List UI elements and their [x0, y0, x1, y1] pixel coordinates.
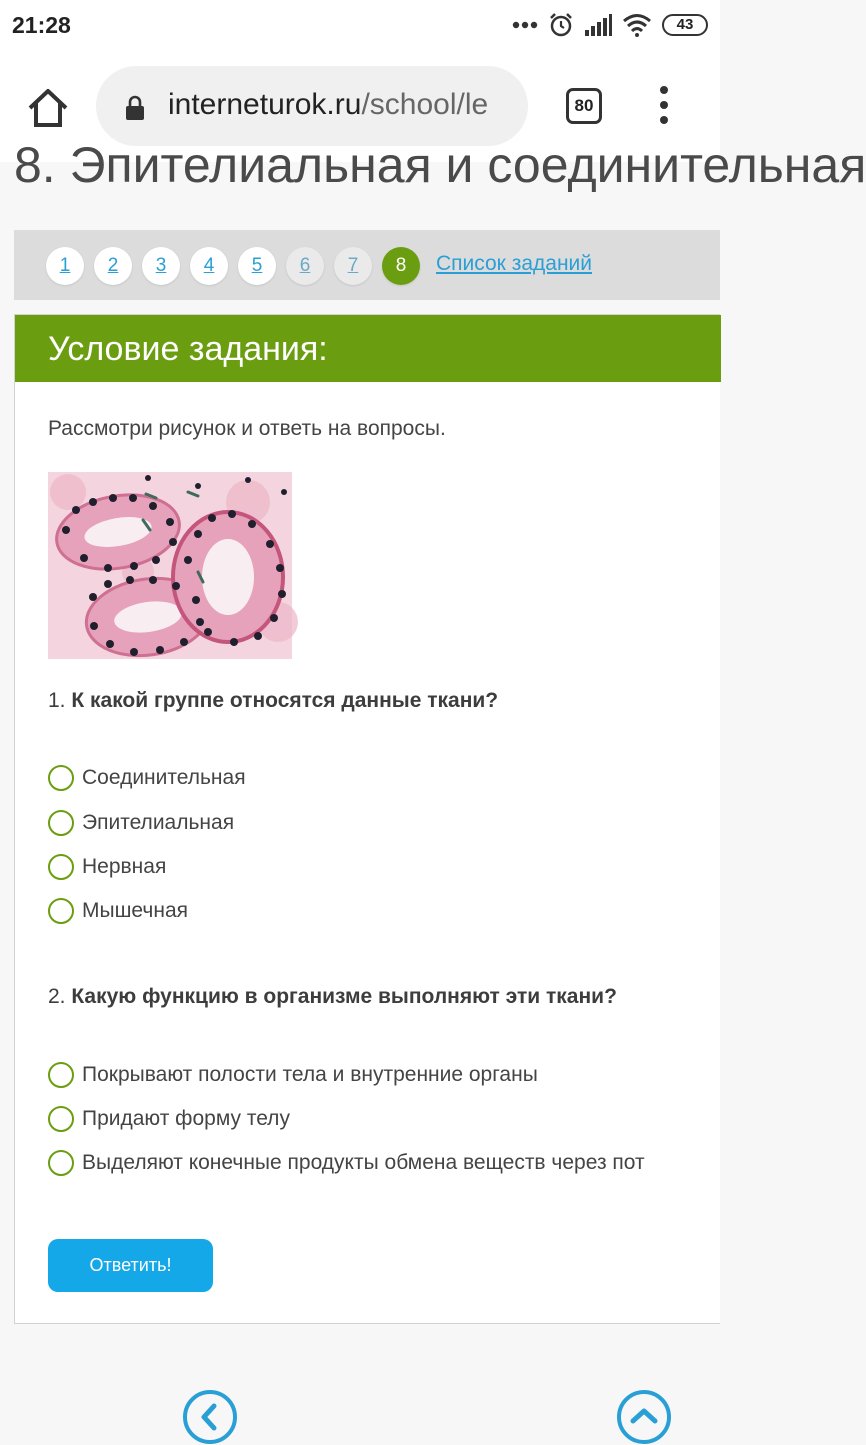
scroll-to-top-button[interactable]: [617, 1390, 671, 1444]
more-dots-icon: [512, 21, 538, 29]
radio-button[interactable]: [48, 1062, 74, 1088]
radio-button[interactable]: [48, 898, 74, 924]
pager-page-1[interactable]: 1: [46, 247, 84, 285]
signal-icon: [584, 13, 612, 37]
chevron-up-icon: [621, 1394, 667, 1440]
tissue-micrograph-image: [48, 472, 292, 659]
pager-page-2[interactable]: 2: [94, 247, 132, 285]
pager-page-4[interactable]: 4: [190, 247, 228, 285]
radio-button[interactable]: [48, 765, 74, 791]
status-time: 21:28: [12, 12, 71, 38]
q1-option-4[interactable]: Мышечная: [48, 896, 188, 926]
task-instruction: Рассмотри рисунок и ответь на вопросы.: [48, 417, 446, 440]
page-title: 8. Эпителиальная и соединительная: [14, 137, 866, 193]
pager-page-8-current[interactable]: 8: [382, 247, 420, 285]
url-text: [168, 88, 488, 122]
lock-icon: [124, 95, 146, 121]
alarm-icon: [548, 12, 574, 38]
pager-page-7[interactable]: 7: [334, 247, 372, 285]
submit-answer-button[interactable]: Ответить!: [48, 1239, 213, 1292]
status-icons: [512, 10, 708, 40]
chevron-left-icon: [187, 1394, 233, 1440]
q2-option-3[interactable]: Выделяют конечные продукты обмена веществ через пот: [48, 1148, 645, 1178]
q1-option-1[interactable]: Соединительная: [48, 763, 246, 793]
question-1-title: 1. К какой группе относятся данные ткани?: [48, 689, 499, 712]
url-path: /school/le: [361, 88, 489, 121]
question-2-title: 2. Какую функцию в организме выполняют эти ткани?: [48, 985, 617, 1008]
task-header-title: Условие задания:: [48, 330, 328, 368]
task-card: [14, 314, 720, 1324]
task-header: [15, 315, 721, 382]
address-bar[interactable]: [96, 66, 528, 146]
url-host: interneturok.ru: [168, 88, 362, 121]
tab-switcher-button[interactable]: 80: [566, 88, 602, 124]
radio-button[interactable]: [48, 1150, 74, 1176]
task-pager: [14, 230, 720, 300]
radio-button[interactable]: [48, 854, 74, 880]
q2-option-1[interactable]: Покрывают полости тела и внутренние органы: [48, 1060, 538, 1090]
status-bar: [0, 0, 720, 52]
radio-button[interactable]: [48, 810, 74, 836]
pager-page-3[interactable]: 3: [142, 247, 180, 285]
previous-task-button[interactable]: [183, 1390, 237, 1444]
q1-option-2[interactable]: Эпителиальная: [48, 808, 234, 838]
radio-button[interactable]: [48, 1106, 74, 1132]
task-list-link[interactable]: Список заданий: [436, 252, 593, 275]
more-menu-icon[interactable]: [654, 86, 674, 126]
home-icon[interactable]: [22, 82, 74, 134]
q2-option-2[interactable]: Придают форму телу: [48, 1104, 290, 1134]
pager-page-5[interactable]: 5: [238, 247, 276, 285]
pager-page-6[interactable]: 6: [286, 247, 324, 285]
wifi-icon: [622, 13, 652, 37]
battery-indicator: 43: [662, 14, 708, 36]
q1-option-3[interactable]: Нервная: [48, 852, 166, 882]
